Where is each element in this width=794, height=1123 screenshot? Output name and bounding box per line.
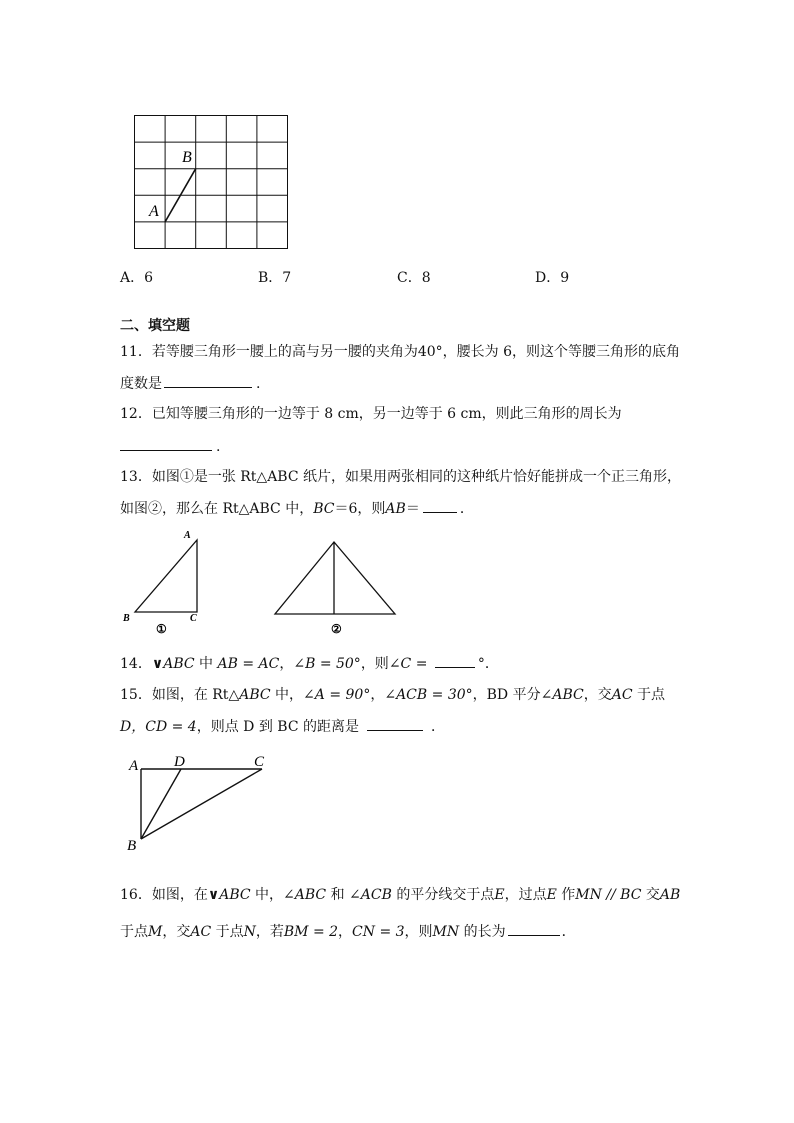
q14-triangle-symbol: ∨: [151, 656, 164, 672]
q15-a90: ∠A = 90°: [303, 687, 371, 703]
label-b: B: [182, 149, 192, 166]
q13-answer-blank[interactable]: [423, 498, 457, 513]
q16-guo: ，过点: [504, 887, 547, 903]
q14-abc: ABC: [163, 656, 195, 672]
q11-angle: 40°: [417, 344, 443, 360]
q16-ac: AC: [190, 924, 212, 940]
q16-e: E: [494, 887, 505, 903]
q15-yudian: 于点: [632, 687, 665, 703]
q15-sep: ，: [370, 687, 385, 703]
q14-end: ．: [484, 656, 499, 672]
q16-triangle-symbol: ∨: [207, 887, 220, 903]
q13-eq6: ＝6，则: [334, 501, 386, 517]
q16-bm: BM = 2: [283, 924, 339, 940]
q15-jiao: ，交: [583, 687, 612, 703]
q14-line: [120, 653, 499, 674]
q16-angle2: ∠ACB: [349, 887, 392, 903]
q16-ze: ，则: [404, 924, 433, 940]
q14-zhong: 中: [194, 656, 218, 672]
q14-cond1: AB = AC: [217, 656, 280, 672]
q15-d: D: [120, 719, 132, 735]
label-a: A: [149, 203, 159, 220]
q16-abc: ABC: [219, 887, 251, 903]
q11-text: 11．若等腰三角形一腰上的高与另一腰的夹角为: [120, 344, 418, 360]
q13-ab: AB: [385, 501, 406, 517]
q16-zuo: 作: [556, 887, 576, 903]
grid-border: [135, 116, 288, 249]
q16-end: ．: [561, 924, 576, 940]
q14-then: ，则: [360, 656, 389, 672]
figure-1-right-triangle: [122, 530, 197, 636]
q16-ruo: ，若: [255, 924, 284, 940]
q15-label-d: D: [174, 754, 185, 770]
fig1-caption: ①: [156, 622, 167, 636]
q11-answer-blank[interactable]: [164, 373, 252, 388]
section-title: 二、填空题: [120, 318, 190, 334]
q16-he: 和: [326, 887, 350, 903]
figure-2-equilateral-triangle: [275, 542, 395, 636]
q13-line2: [120, 498, 474, 519]
q13-end: ．: [459, 501, 474, 517]
q14-sep: ，: [279, 656, 294, 672]
q16-m: M: [148, 924, 163, 940]
q16-mid: 的平分线交于点: [391, 887, 495, 903]
q16-mn: MN: [432, 924, 460, 940]
q15-abc2: ∠ABC: [540, 687, 584, 703]
q16-sep: ，: [338, 924, 353, 940]
q16-angle1: ∠ABC: [283, 887, 327, 903]
q16-n: N: [243, 924, 256, 940]
q15-triangle-symbol: △: [228, 687, 240, 703]
q11-text2: 度数是: [120, 376, 162, 392]
q15-label-b: B: [127, 838, 137, 854]
q16-e2: E: [546, 887, 557, 903]
q13-eq: ＝: [405, 501, 420, 517]
fig1-label-b: B: [123, 613, 130, 624]
q15-line1: [120, 685, 665, 705]
q16-answer-blank[interactable]: [508, 921, 560, 936]
q14-num: 14．: [120, 656, 152, 672]
q12-line2: [120, 436, 220, 457]
q16-jiao: 交: [641, 887, 660, 903]
q10-grid-figure: [130, 112, 292, 252]
q16-zhong: 中，: [250, 887, 284, 903]
q16-cn: CN = 3: [352, 924, 405, 940]
q15-cd: ，CD = 4: [131, 719, 197, 735]
q16-yudian: 于点: [211, 924, 244, 940]
q12-line1: 12．已知等腰三角形的一边等于 8 cm，另一边等于 6 cm，则此三角形的周长为: [120, 406, 622, 422]
q15-text2: ，则点 D 到 BC 的距离是: [196, 719, 360, 735]
q12-answer-blank[interactable]: [120, 436, 212, 451]
q15-line2: [120, 716, 445, 737]
q11-line2: [120, 373, 260, 394]
q15-end: ．: [431, 719, 446, 735]
q11-line1: [120, 342, 680, 362]
q15-label-c: C: [254, 754, 265, 770]
q15-figure: [120, 748, 280, 860]
q16-de: 的长为: [459, 924, 506, 940]
fig1-label-c: C: [190, 613, 197, 624]
fig2-caption: ②: [331, 622, 342, 636]
q12-end: .: [216, 439, 221, 455]
fig1-label-a: A: [184, 530, 191, 541]
q14-ask: ∠C =: [388, 656, 432, 672]
q15-abc: ABC: [239, 687, 271, 703]
q13-bc: BC: [313, 501, 335, 517]
q15-answer-blank[interactable]: [367, 716, 423, 731]
option-c: C．8: [397, 270, 431, 286]
q16-text2: 于点: [120, 924, 148, 940]
q15-acb: ∠ACB = 30°: [384, 687, 473, 703]
q13-figures: [118, 526, 408, 638]
q11-end: .: [256, 376, 261, 392]
q11-text-post: ，腰长为 6，则这个等腰三角形的底角: [442, 344, 681, 360]
q15-text: 15．如图，在 Rt: [120, 687, 229, 703]
q16-mnbc: MN // BC: [575, 887, 642, 903]
q14-cond2: ∠B = 50°: [293, 656, 361, 672]
q16-jiao2: ，交: [162, 924, 191, 940]
q13-line1: 13．如图①是一张 Rt△ABC 纸片，如果用两张相同的这种纸片恰好能拼成一个正三角形，: [120, 469, 682, 485]
option-d: D．9: [535, 270, 570, 286]
q16-ab: AB: [659, 887, 681, 903]
option-b: B．7: [258, 270, 292, 286]
q14-deg: °: [477, 656, 485, 672]
q15-label-a: A: [129, 758, 139, 774]
q16-line2: [120, 921, 576, 942]
q15-ac: AC: [611, 687, 633, 703]
option-a: A．6: [120, 270, 154, 286]
q14-answer-blank[interactable]: [435, 653, 475, 668]
q15-bd: ，BD 平分: [472, 687, 541, 703]
q13-text: 如图②，那么在 Rt△ABC 中，: [120, 501, 314, 517]
q16-text: 16．如图，在: [120, 887, 208, 903]
q15-zhong: 中，: [270, 687, 304, 703]
q16-line1: [120, 885, 680, 905]
